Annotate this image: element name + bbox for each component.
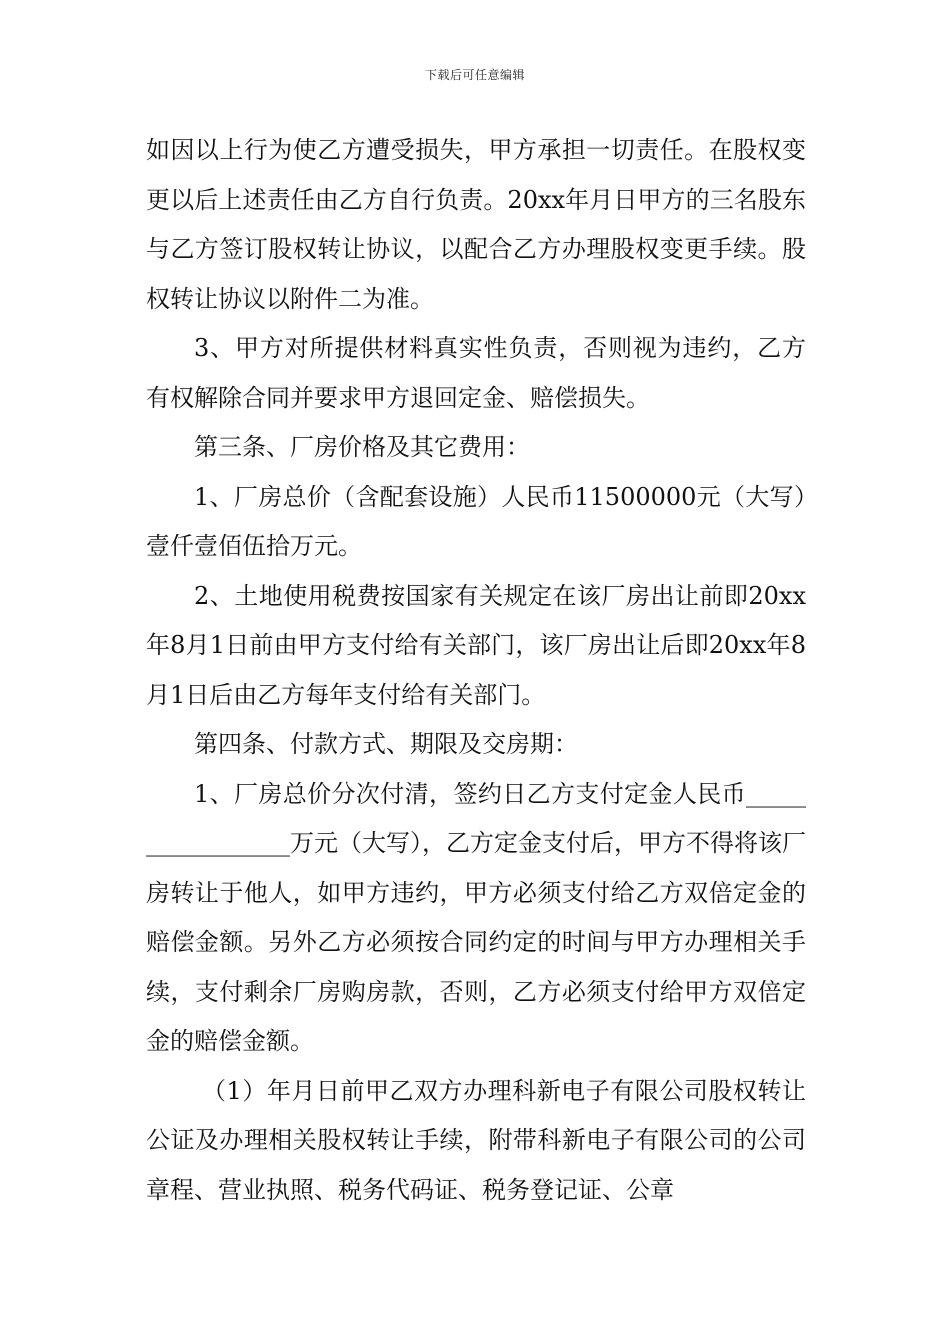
paragraph-payment-terms: 1、厂房总价分次付清，签约日乙方支付定金人民币_________________万元（大写），乙方定金支付后，甲方不得将该厂房转让于他人，如甲方违约，甲方必须支付给乙方双倍定金的赔偿金额。另外乙方必须按合同约定的时间与甲方办理相关手续，支付剩余厂房购房款，否则，乙方必须支付给甲方双倍定金的赔偿金额。 <box>146 779 806 1055</box>
article-4-heading: 第四条、付款方式、期限及交房期： <box>194 730 578 758</box>
paragraph-land-tax: 2、土地使用税费按国家有关规定在该厂房出让前即20xx年8月1日前由甲方支付给有关部门，该厂房出让后即20xx年8月1日后由乙方每年支付给有关部门。 <box>146 581 806 709</box>
article-3-heading: 第三条、厂房价格及其它费用： <box>194 433 530 461</box>
paragraph-sub-item-1: （1）年月日前甲乙双方办理科新电子有限公司股权转让公证及办理相关股权转让手续，附带科新电子有限公司的公司章程、营业执照、税务代码证、税务登记证、公章 <box>146 1076 806 1204</box>
page-header: 下载后可任意编辑 <box>424 68 525 82</box>
paragraph-clause-3: 3、甲方对所提供材料真实性负责，否则视为违约，乙方有权解除合同并要求甲方退回定金、赔偿损失。 <box>146 334 806 412</box>
paragraph-liability: 如因以上行为使乙方遭受损失，甲方承担一切责任。在股权变更以后上述责任由乙方自行负责。20xx年月日甲方的三名股东与乙方签订股权转让协议，以配合乙方办理股权变更手续。股权转让协议以附件二为准。 <box>146 136 806 313</box>
document-body <box>146 126 806 1215</box>
paragraph-total-price: 1、厂房总价（含配套设施）人民币11500000元（大写）壹仟壹佰伍拾万元。 <box>146 482 806 560</box>
